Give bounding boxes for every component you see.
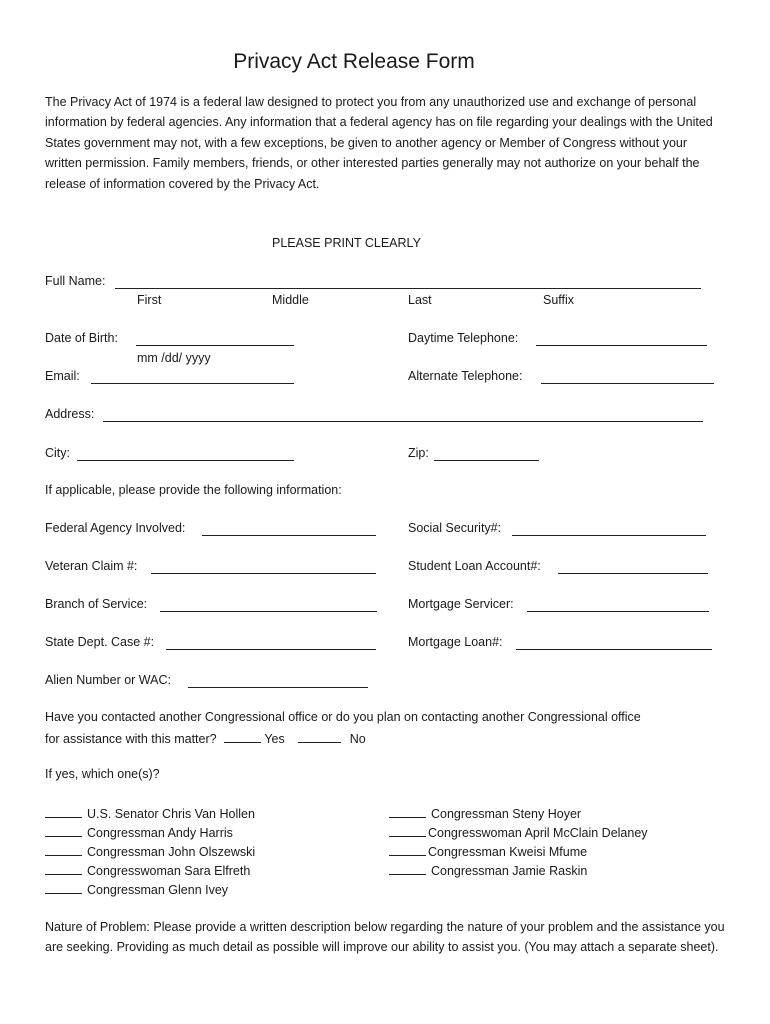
dob-input[interactable] — [136, 345, 294, 346]
zip-label: Zip: — [408, 446, 429, 460]
ssn-input[interactable] — [512, 535, 706, 536]
student-loan-input[interactable] — [558, 573, 708, 574]
veteran-claim-label: Veteran Claim #: — [45, 559, 138, 573]
dob-label: Date of Birth: — [45, 331, 118, 345]
first-name-caption: First — [137, 293, 162, 307]
address-input[interactable] — [103, 421, 703, 422]
daytime-phone-input[interactable] — [536, 345, 707, 346]
ssn-label: Social Security#: — [408, 521, 502, 535]
dob-format-hint: mm /dd/ yyyy — [137, 351, 211, 365]
if-applicable-heading: If applicable, please provide the following information: — [45, 483, 342, 497]
congress-option[interactable] — [389, 824, 648, 840]
congress-option[interactable] — [45, 881, 228, 897]
alien-input[interactable] — [188, 687, 368, 688]
middle-name-caption: Middle — [272, 293, 309, 307]
full-name-label: Full Name: — [45, 274, 106, 288]
congress-option[interactable] — [389, 862, 587, 878]
congress-option[interactable] — [45, 843, 255, 859]
alien-label: Alien Number or WAC: — [45, 673, 171, 687]
if-yes-heading: If yes, which one(s)? — [45, 767, 160, 781]
mortgage-loan-input[interactable] — [516, 649, 712, 650]
congress-option[interactable] — [389, 805, 581, 821]
zip-input[interactable] — [434, 460, 539, 461]
congress-option[interactable] — [45, 862, 250, 878]
email-input[interactable] — [91, 383, 294, 384]
suffix-caption: Suffix — [543, 293, 575, 307]
contact-question-text: for assistance with this matter? — [45, 732, 217, 746]
no-blank[interactable] — [298, 730, 341, 743]
congress-blank[interactable] — [389, 862, 426, 875]
federal-agency-label: Federal Agency Involved: — [45, 521, 186, 535]
student-loan-label: Student Loan Account#: — [408, 559, 541, 573]
congress-blank[interactable] — [45, 881, 82, 894]
full-name-input[interactable] — [115, 288, 701, 289]
congress-option[interactable] — [389, 843, 587, 859]
congress-option[interactable] — [45, 805, 255, 821]
congress-name: Congresswoman April McClain Delaney — [428, 826, 648, 840]
branch-label: Branch of Service: — [45, 597, 148, 611]
congress-blank[interactable] — [389, 843, 426, 856]
address-label: Address: — [45, 407, 95, 421]
email-label: Email: — [45, 369, 80, 383]
yes-blank[interactable] — [224, 730, 261, 743]
congress-blank[interactable] — [45, 862, 82, 875]
alt-phone-label: Alternate Telephone: — [408, 369, 523, 383]
city-label: City: — [45, 446, 70, 460]
congress-option[interactable] — [45, 824, 233, 840]
daytime-phone-label: Daytime Telephone: — [408, 331, 519, 345]
congress-blank[interactable] — [45, 824, 82, 837]
no-label: No — [349, 732, 366, 746]
state-dept-input[interactable] — [166, 649, 376, 650]
nature-of-problem: Nature of Problem: Please provide a written description below regarding the nature of your problem and the assistance you are seeking. Providing as much detail as possible will improve our ability to assist you. (You may attach a separate sheet). — [45, 920, 725, 954]
congress-name: Congressman John Olszewski — [87, 845, 256, 859]
intro-paragraph: The Privacy Act of 1974 is a federal law designed to protect you from any unauthorized use and exchange of personal information by federal agencies. Any information that a federal agency has on file regarding your dealings with the United States government may not, with a few exceptions, be given to another agency or Member of Congress without your written permission. Family members, friends, or other interested parties generally may not authorize on your behalf the release of information covered by the Privacy Act. — [45, 95, 713, 191]
contact-question-line2 — [45, 730, 366, 746]
congress-name: Congressman Andy Harris — [87, 826, 233, 840]
last-name-caption: Last — [408, 293, 432, 307]
federal-agency-input[interactable] — [202, 535, 376, 536]
mortgage-loan-label: Mortgage Loan#: — [408, 635, 503, 649]
print-clearly-note: PLEASE PRINT CLEARLY — [272, 236, 421, 250]
page-title: Privacy Act Release Form — [233, 50, 475, 73]
congress-blank[interactable] — [389, 824, 426, 837]
city-input[interactable] — [77, 460, 294, 461]
congress-name: U.S. Senator Chris Van Hollen — [87, 807, 255, 821]
congress-blank[interactable] — [45, 843, 82, 856]
alt-phone-input[interactable] — [541, 383, 714, 384]
mortgage-servicer-label: Mortgage Servicer: — [408, 597, 514, 611]
state-dept-label: State Dept. Case #: — [45, 635, 155, 649]
congress-name: Congresswoman Sara Elfreth — [87, 864, 251, 878]
contact-question-line1: Have you contacted another Congressional office or do you plan on contacting another Congressional office — [45, 710, 641, 724]
veteran-claim-input[interactable] — [151, 573, 376, 574]
branch-input[interactable] — [160, 611, 377, 612]
mortgage-servicer-input[interactable] — [527, 611, 709, 612]
congress-blank[interactable] — [389, 805, 426, 818]
congress-name: Congressman Steny Hoyer — [431, 807, 582, 821]
congress-name: Congressman Kweisi Mfume — [428, 845, 588, 859]
congress-name: Congressman Jamie Raskin — [431, 864, 588, 878]
yes-label: Yes — [264, 732, 285, 746]
congress-blank[interactable] — [45, 805, 82, 818]
congress-name: Congressman Glenn Ivey — [87, 883, 229, 897]
